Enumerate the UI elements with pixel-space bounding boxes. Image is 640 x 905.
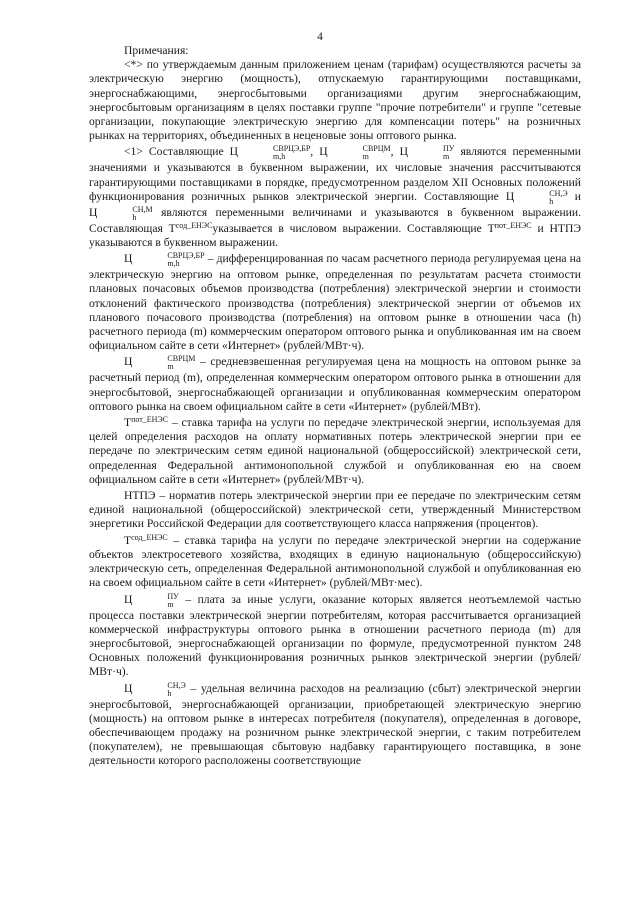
note-1-and: и [574,189,582,203]
symbol-c-sn-m: Ц СН,М h [89,204,153,222]
note-1-text-2: являются переменными величинами и указываются в буквенном выражении. Составляющая [89,205,581,235]
note-1: <1> Составляющие Ц СВРЦЭ,БР m,h , Ц СВРЦМ m , Ц ПУ m являются переменными значениями и указываются в буквенном выражении, их числовые значения рассчитываются гарантирующими поставщиками в порядке, предусмотренном разделом XII Основных положений функционирования розничных рынков электрической энергии. Составляющие Ц СН,Э h и Ц СН,М h являются переменными величинами и указываются в буквенном выражении. Составляющая $Т^{сод\_ЕНЭС}указывается$ в числовом выражении. Составляющие $Т^{пот\_ЕНЭС}$ и НТПЭ указываются в буквенном выражении. [89,144,582,250]
definition-c-sn-e: Ц СН,Э h – удельная величина расходов на реализацию (сбыт) электрической энергии энергосбытовой, энергоснабжающей организации, приобретающей электрическую энергию (мощность) на оптовом рынке в интересах потребителя (покупателя), определенная в договоре, обеспечивающем продажу на розничном рынке электрической энергии, с таким потребителем (покупателем), не превышающая сбытовую надбавку гарантирующего поставщика, в зоне деятельности которого расположены соответствующие [89,680,581,768]
note-1-text-3: указывается в числовом выражении. Составляющие [212,221,482,235]
note-1-text-1: являются переменными значениями и указываются в буквенном выражении, их числовые значения рассчитываются гарантирующими поставщиками в порядке, предусмотренном разделом XII Основных положений функционирования розничных рынков электрической энергии. Составляющие [89,145,581,203]
definition-ntpe: НТПЭ – норматив потерь электрической энергии при ее передаче по электрическим сетям единой национальной (общероссийской) электрической сети, утвержденный Министерством энергетики Российской Федерации для соответствующего класса напряжения (процентов). [89,489,581,531]
symbol-t-sod-enes: $Т^{сод\_ЕНЭС}$ [168,220,213,235]
symbol-c-pu: Ц ПУ m [399,144,455,162]
note-star: <*> по утверждаемым данным приложением ценам (тарифам) осуществляются расчеты за электрическую энергию (мощность), отпускаемую гарантирующими поставщиками, энергоснабжающими, энергосбытовыми организациями другим энергоснабжающим, энергосбытовым организациям в целях поставки группе "прочие потребители" и группе "сетевые организации, покупающие электрическую энергию для компенсации потерь" на розничных рынках на территориях, объединенных в неценовые зоны оптового рынка. [89,58,581,143]
symbol-c-sn-e: Ц СН,Э h [505,188,568,206]
page-number: 4 [317,31,323,43]
definition-c-pu: Ц ПУ m – плата за иные услуги, оказание которых является неотъемлемой частью процесса поставки электрической энергии потребителям, которая рассчитывается организацией коммерческой инфраструктуры оптового рынка в отношении расчетного периода (m) для энергосбытовой, энергоснабжающей организации по формуле, предусмотренной пунктом 248 Основных положений функционирования розничных рынков электрической энергии (рублей/МВт·ч). [89,591,581,679]
definition-c-svrce-br: Ц СВРЦЭ,БР m,h – дифференцированная по часам расчетного периода регулируемая цена на электрическую энергию на оптовом рынке, определенная по результатам расчета стоимости плановых почасовых объемов производства (потребления) электрической энергии и стоимости отклонений фактического производства (потребления) электрической энергии от объемов их планового почасового производства (потребления) на оптовом рынке в отношении часа (h) расчетного периода (m) коммерческим оператором оптового рынка и опубликованная им на своем официальном сайте в сети «Интернет» (рублей/МВт·ч). [89,251,581,353]
symbol-c-svrce-br: Ц СВРЦЭ,БР m,h [229,144,311,162]
definition-t-pot-enes: $Т^{пот\_ЕНЭС}$ – ставка тарифа на услуги по передаче электрической энергии, используемая для целей определения расходов на оплату нормативных потерь электрической энергии при ее передаче по электрическим сетям единой национальной (общероссийской) электрической сети, определенная Федеральной антимонопольной службой и опубликованная ею на своем официальном сайте в сети «Интернет» (рублей/МВт·ч). [89,415,581,486]
definition-c-svrcm: Ц СВРЦМ m – средневзвешенная регулируемая цена на мощность на оптовом рынке за расчетный период (m), определенная коммерческим оператором оптового рынка в отношении для энергосбытовой, энергоснабжающей организации и опубликованная коммерческим оператором оптового рынка на своем официальном сайте в сети «Интернет» (рублей/МВт). [89,354,581,413]
note-1-marker: <1> Составляющие [124,145,224,159]
notes-block [89,44,581,769]
symbol-c-svrcm: Ц СВРЦМ m [319,144,391,162]
symbol-t-pot-enes: $Т^{пот\_ЕНЭС}$ [487,220,532,235]
notes-heading: Примечания: [124,44,189,57]
note-1-text-4: и НТПЭ указываются в буквенном выражении. [89,221,581,250]
definition-t-sod-enes: $Т^{сод\_ЕНЭС}$ – ставка тарифа на услуги по передаче электрической энергии на содержание объектов электросетевого хозяйства, входящих в единую национальную (общероссийскую) электрическую сеть, определенная Федеральной антимонопольной службой и опубликованная ею на своем официальном сайте в сети «Интернет» (рублей/МВт·мес). [89,532,581,590]
